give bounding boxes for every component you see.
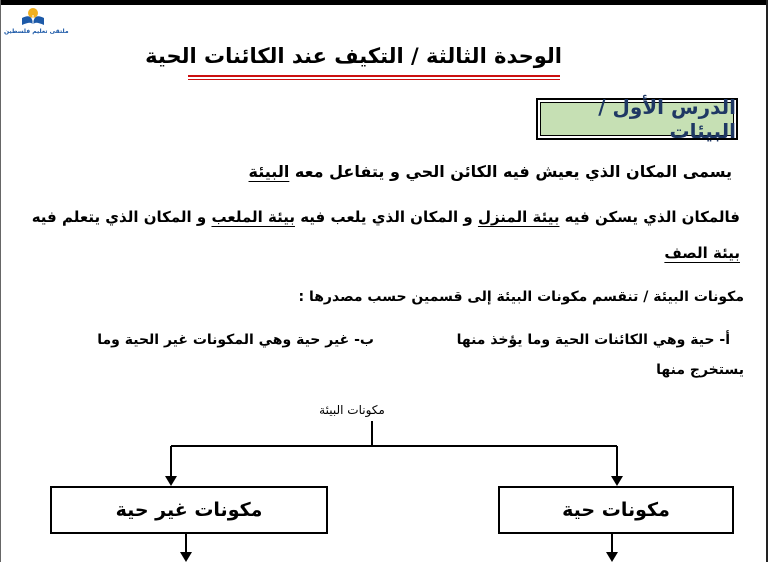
components-intro: مكونات البيئة / تنقسم مكونات البيئة إلى قسمين حسب مصدرها : — [298, 289, 744, 305]
living-components-label: مكونات حية — [562, 499, 670, 521]
examples-part3: و المكان الذي يتعلم فيه — [31, 208, 212, 226]
examples-part1: فالمكان الذي يسكن فيه — [559, 208, 740, 226]
arrow-to-nonliving — [165, 476, 177, 486]
home-environment: بيئة المنزل — [477, 208, 560, 226]
living-components-box — [498, 486, 734, 534]
component-a-living: أ- حية وهي الكائنات الحية وما يؤخذ منها — [456, 332, 730, 348]
diagram-root-label: مكونات البيئة — [319, 403, 385, 417]
nonliving-components-label: مكونات غير حية — [115, 499, 263, 521]
definition-text: يسمى المكان الذي يعيش فيه الكائن الحي و يتفاعل معه — [289, 162, 732, 181]
arrow-below-living — [606, 552, 618, 562]
arrow-below-nonliving — [180, 552, 192, 562]
definition-term: البيئة — [248, 162, 290, 181]
component-b-nonliving: ب- غير حية وهي المكونات غير الحية وما — [97, 332, 374, 348]
examples-part2: و المكان الذي يلعب فيه — [294, 208, 478, 226]
unit-title: الوحدة الثالثة / التكيف عند الكائنات الحية — [145, 44, 562, 68]
logo-caption: ملتقى تعليم فلسطين — [4, 28, 69, 35]
nonliving-components-box — [50, 486, 328, 534]
playground-environment: بيئة الملعب — [211, 208, 295, 226]
classroom-environment: بيئة الصف — [664, 244, 740, 262]
lesson-title: الدرس الأول / البيئات — [598, 95, 736, 143]
component-b-continuation: يستخرج منها — [656, 362, 744, 378]
arrow-to-living — [611, 476, 623, 486]
